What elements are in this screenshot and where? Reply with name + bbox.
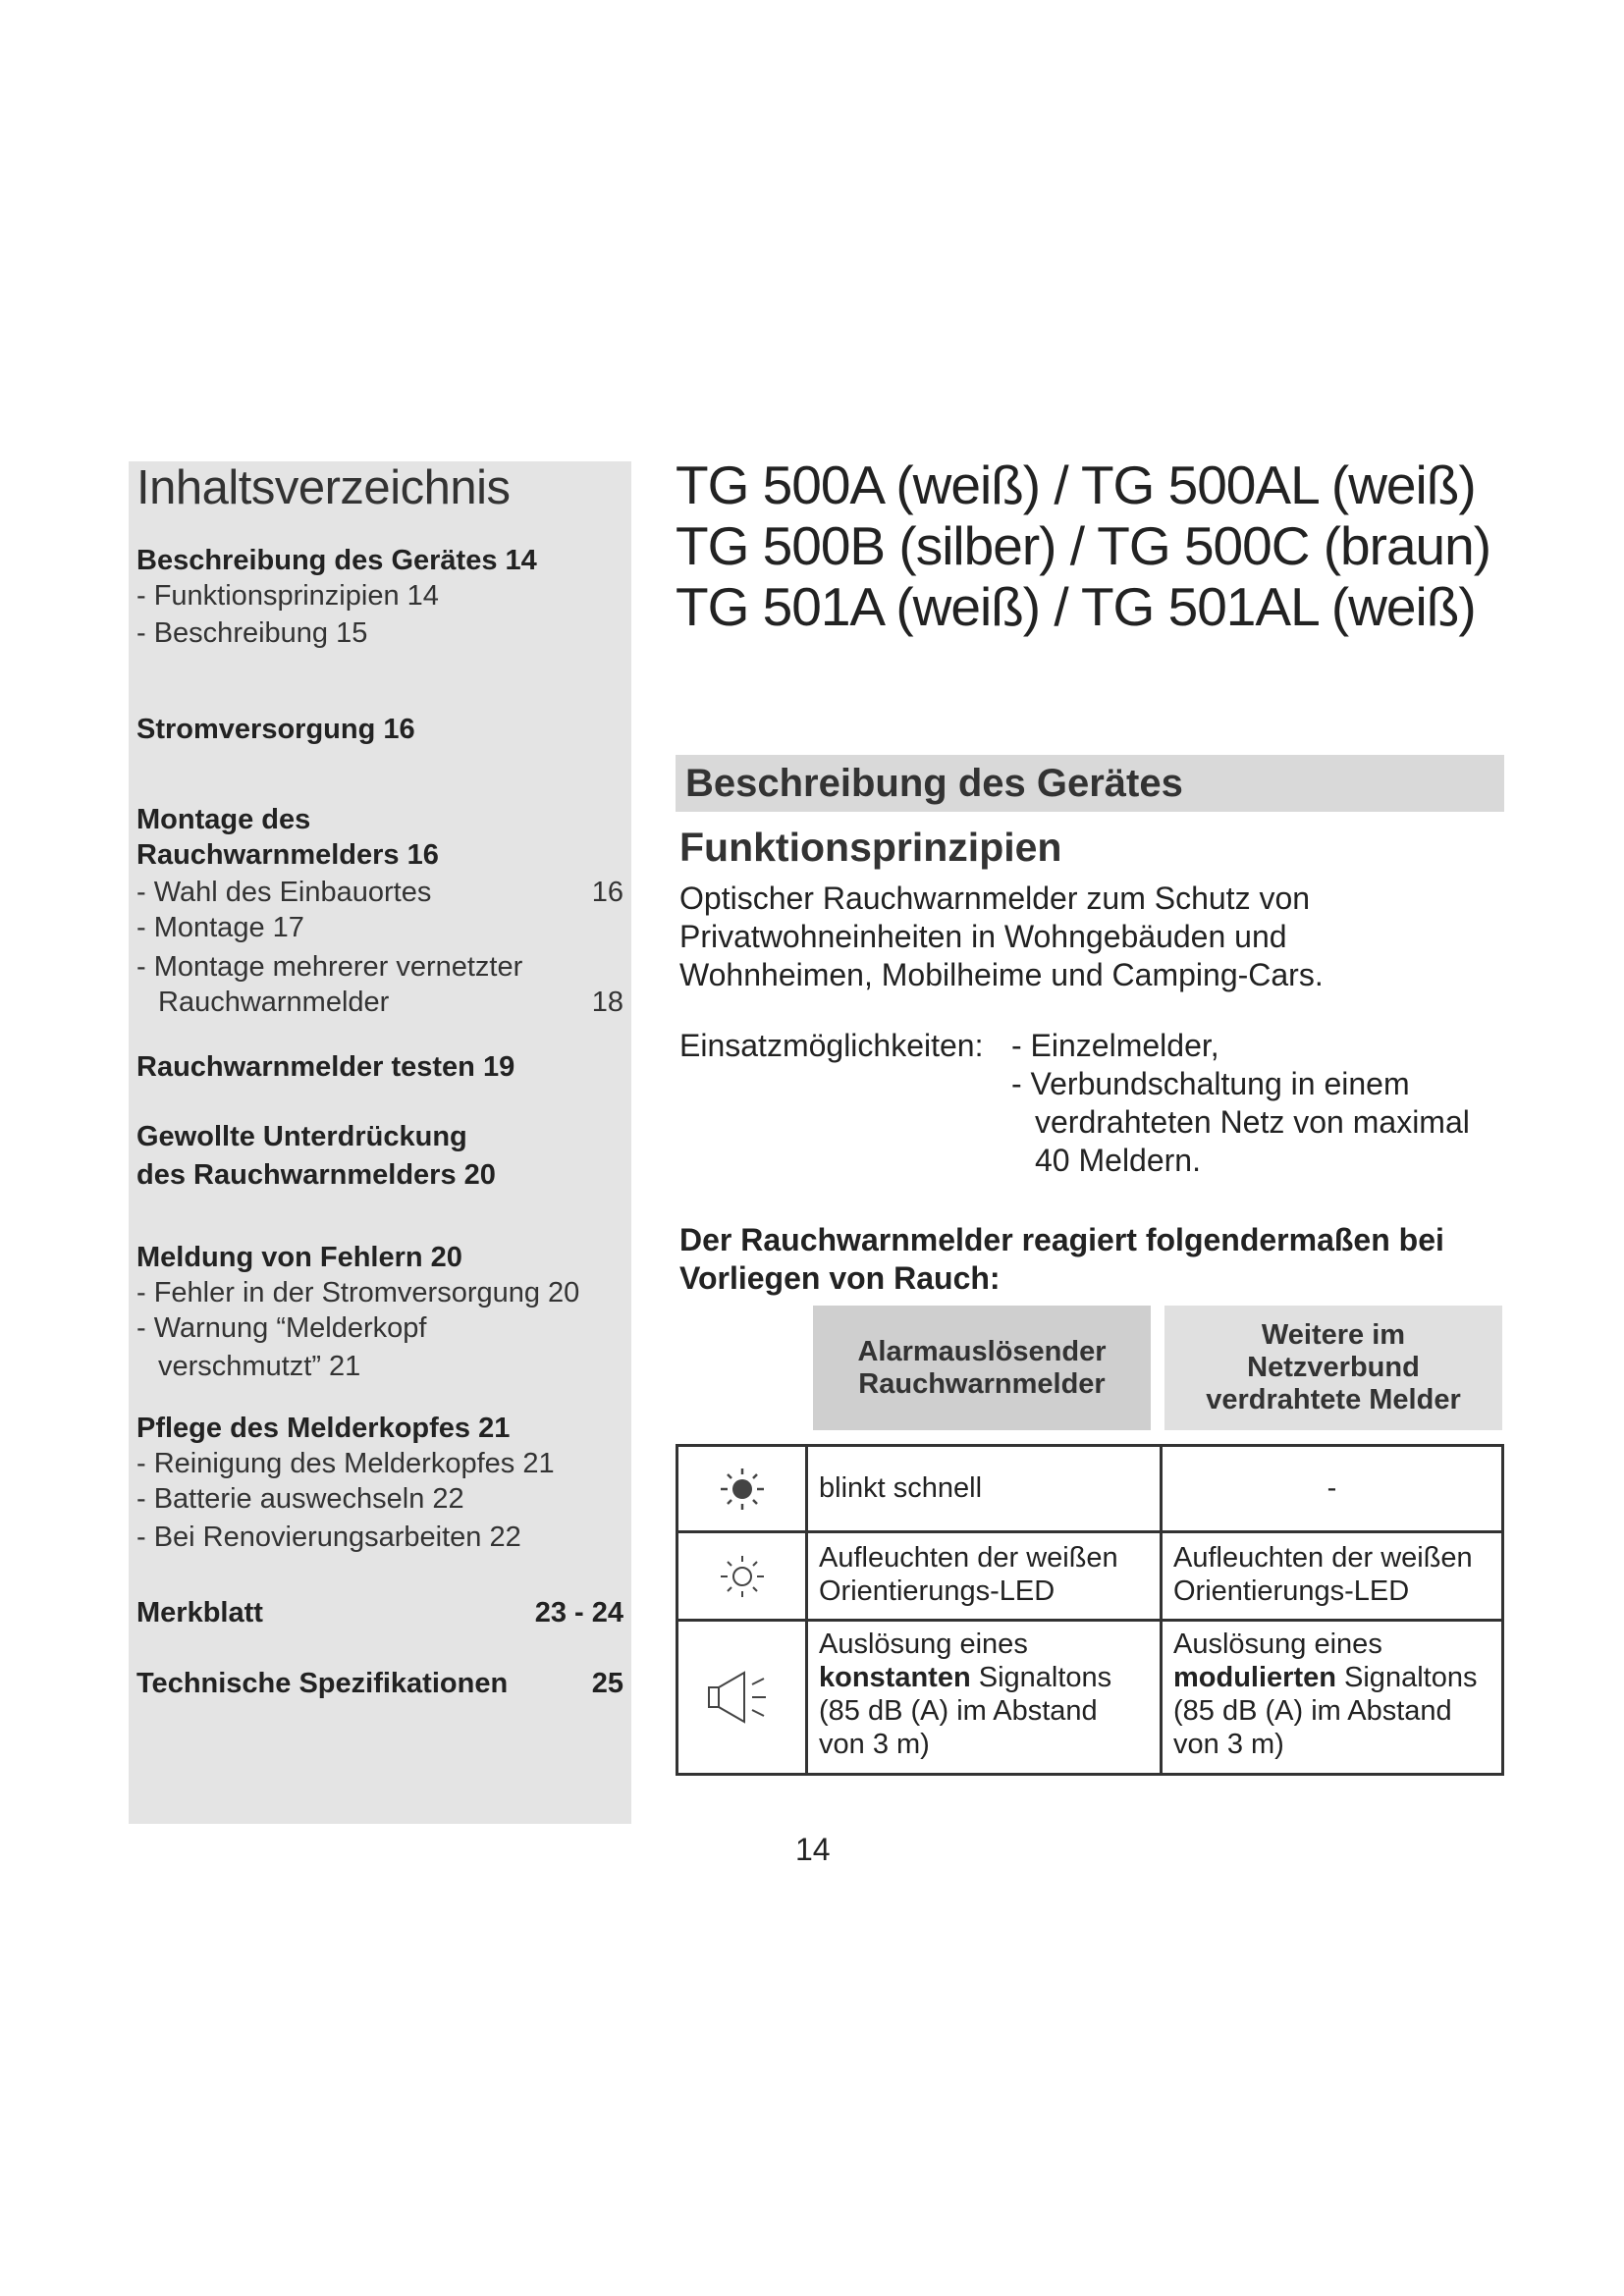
led-white-icon bbox=[678, 1533, 805, 1619]
model-line: TG 501A (weiß) / TG 501AL (weiß) bbox=[676, 576, 1476, 637]
toc-heading[interactable]: Pflege des Melderkopfes 21 bbox=[136, 1413, 511, 1444]
cell-alarm: Auslösung eines konstanten Signaltons (85 dB (A) im Abstand von 3 m) bbox=[819, 1629, 1112, 1760]
toc-section-unterdrueckung bbox=[136, 1119, 623, 1193]
description-paragraph bbox=[679, 880, 1324, 994]
toc-section-testen bbox=[136, 1049, 623, 1085]
column-header-network: Weitere im Netzverbund verdrahtete Melder bbox=[1164, 1306, 1502, 1430]
einsatz-label: Einsatzmöglichkeiten: bbox=[679, 1028, 984, 1063]
column-header-alarm: Alarmauslösender Rauchwarnmelder bbox=[813, 1306, 1151, 1430]
model-line: TG 500A (weiß) / TG 500AL (weiß) bbox=[676, 454, 1476, 515]
paragraph-line: Optischer Rauchwarnmelder zum Schutz von bbox=[679, 881, 1311, 916]
toc-heading[interactable]: Gewollte Unterdrückung bbox=[136, 1121, 467, 1152]
table-of-contents bbox=[129, 461, 631, 1824]
led-blink-icon bbox=[678, 1447, 805, 1530]
toc-section-fehler bbox=[136, 1240, 623, 1384]
toc-item[interactable]: - Reinigung des Melderkopfes 21 bbox=[136, 1448, 555, 1479]
reaction-heading bbox=[679, 1221, 1514, 1298]
toc-heading[interactable]: des Rauchwarnmelders 20 bbox=[136, 1159, 496, 1191]
reaction-line: Vorliegen von Rauch: bbox=[679, 1260, 1001, 1296]
cell-alarm: Aufleuchten der weißen Orientierungs-LED bbox=[819, 1542, 1118, 1607]
toc-heading[interactable]: Meldung von Fehlern 20 bbox=[136, 1242, 462, 1273]
toc-page: 25 bbox=[591, 1668, 623, 1699]
horn-icon bbox=[678, 1622, 805, 1773]
toc-page: 18 bbox=[591, 987, 623, 1018]
toc-row-technische[interactable]: Technische Spezifikationen 25 bbox=[136, 1668, 623, 1699]
einsatz-item: - Verbundschaltung in einem bbox=[1011, 1066, 1410, 1101]
model-line: TG 500B (silber) / TG 500C (braun) bbox=[676, 515, 1491, 576]
einsatz-item: 40 Meldern. bbox=[1035, 1143, 1201, 1178]
einsatz-list bbox=[1011, 1027, 1470, 1180]
toc-item[interactable]: - Warnung “Melderkopf bbox=[136, 1312, 427, 1344]
toc-section-pflege bbox=[136, 1411, 623, 1555]
toc-row-merkblatt[interactable]: Merkblatt 23 - 24 bbox=[136, 1597, 623, 1629]
table-divider bbox=[805, 1447, 808, 1773]
toc-item[interactable]: - Beschreibung 15 bbox=[136, 617, 368, 649]
toc-heading[interactable]: Montage des bbox=[136, 804, 311, 835]
toc-item[interactable]: - Funktionsprinzipien 14 bbox=[136, 580, 439, 612]
toc-item[interactable]: - Batterie auswechseln 22 bbox=[136, 1483, 464, 1515]
toc-title: Inhaltsverzeichnis bbox=[136, 461, 511, 514]
toc-item[interactable]: - Montage 17 bbox=[136, 912, 304, 943]
toc-heading[interactable]: Beschreibung des Gerätes 14 bbox=[136, 545, 537, 576]
cell-network: Auslösung eines modulierten Signaltons (85 dB (A) im Abstand von 3 m) bbox=[1173, 1629, 1478, 1760]
cell-network: - bbox=[1326, 1472, 1337, 1504]
toc-item[interactable]: - Bei Renovierungsarbeiten 22 bbox=[136, 1522, 521, 1553]
model-titles bbox=[676, 454, 1490, 637]
page-number: 14 bbox=[795, 1832, 831, 1867]
signal-table bbox=[676, 1444, 1504, 1776]
paragraph-line: Wohnheimen, Mobilheime und Camping-Cars. bbox=[679, 957, 1324, 992]
toc-item[interactable]: - Montage mehrerer vernetzter bbox=[136, 951, 523, 983]
toc-heading[interactable]: Stromversorgung 16 bbox=[136, 714, 415, 745]
toc-heading[interactable]: Rauchwarnmelder testen 19 bbox=[136, 1051, 515, 1083]
toc-section-strom bbox=[136, 712, 623, 747]
paragraph-line: Privatwohneinheiten in Wohngebäuden und bbox=[679, 919, 1287, 954]
section-title: Beschreibung des Gerätes bbox=[685, 762, 1183, 805]
toc-item[interactable]: Rauchwarnmelder 18 bbox=[158, 987, 623, 1018]
cell-alarm: blinkt schnell bbox=[819, 1472, 983, 1504]
toc-section-beschreibung bbox=[136, 543, 623, 651]
toc-section-montage bbox=[136, 802, 623, 1020]
einsatz-item: verdrahteten Netz von maximal bbox=[1035, 1104, 1470, 1140]
toc-item[interactable]: - Fehler in der Stromversorgung 20 bbox=[136, 1277, 580, 1308]
cell-network: Aufleuchten der weißen Orientierungs-LED bbox=[1173, 1542, 1473, 1607]
toc-page: 16 bbox=[591, 877, 623, 908]
toc-heading[interactable]: Rauchwarnmelders 16 bbox=[136, 839, 439, 871]
reaction-line: Der Rauchwarnmelder reagiert folgendermaßen bei bbox=[679, 1222, 1444, 1257]
toc-item[interactable]: verschmutzt” 21 bbox=[158, 1351, 361, 1382]
toc-item[interactable]: - Wahl des Einbauortes 16 bbox=[136, 877, 623, 908]
section-title-bar bbox=[676, 755, 1504, 812]
einsatz-item: - Einzelmelder, bbox=[1011, 1028, 1219, 1063]
subheading: Funktionsprinzipien bbox=[679, 825, 1062, 870]
toc-page: 23 - 24 bbox=[534, 1597, 623, 1629]
